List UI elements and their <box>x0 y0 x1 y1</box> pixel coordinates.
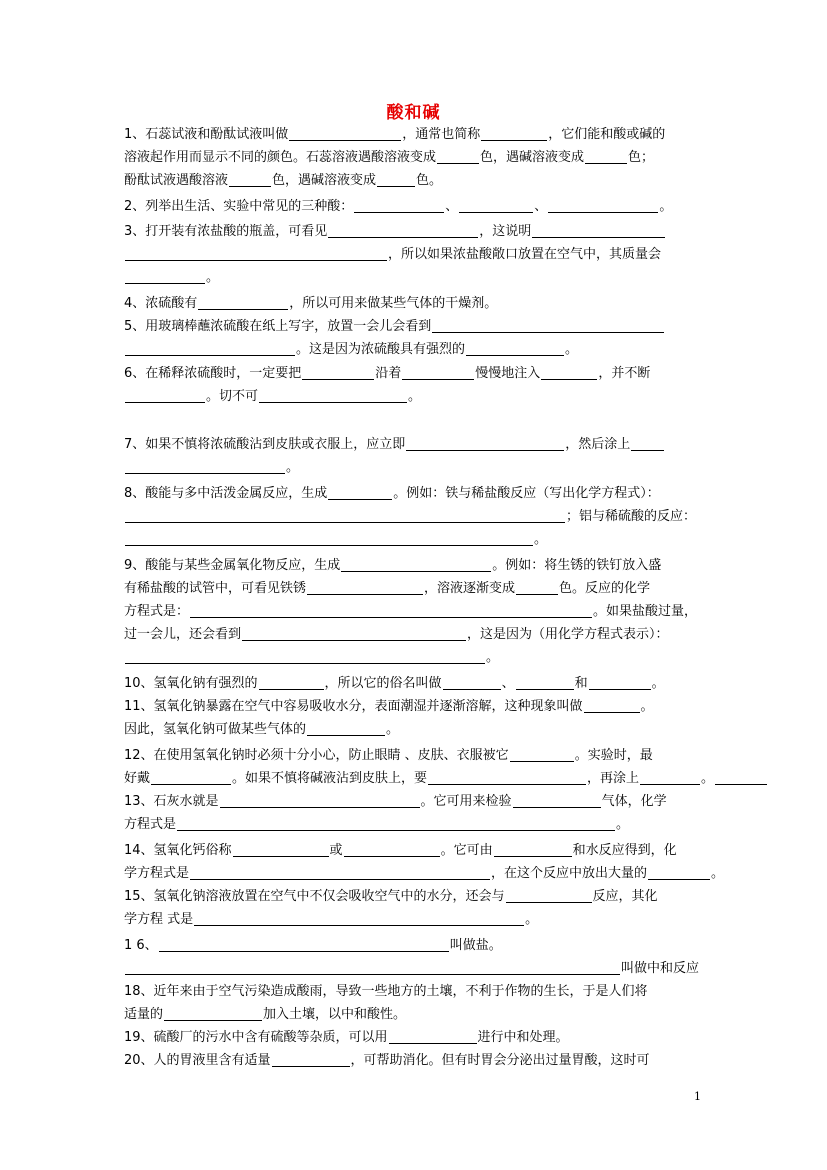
question-line <box>124 124 724 146</box>
question-line <box>124 457 724 479</box>
question-line <box>124 316 724 338</box>
question-text: 加入土壤，以中和酸性。 <box>263 1007 407 1022</box>
answer-blank[interactable] <box>125 401 205 403</box>
question-text: 。 <box>565 342 579 357</box>
question-text: 色。 <box>416 173 443 188</box>
question-text: 19、硫酸厂的污水中含有硫酸等杂质，可以用 <box>124 1030 388 1045</box>
question-text: 8、酸能与多中活泼金属反应，生成 <box>124 486 328 501</box>
question-text: 14、氢氧化钙俗称 <box>124 843 232 858</box>
question-text: ，所以它的俗名叫做 <box>324 676 442 691</box>
question-text: 1、石蕊试液和酚酞试液叫做 <box>124 127 289 142</box>
answer-blank[interactable] <box>125 472 285 474</box>
question-text: 。 <box>408 389 422 404</box>
question-line <box>124 483 724 505</box>
question-line <box>124 434 724 456</box>
question-text: 、 <box>445 199 459 214</box>
question-text: 9、酸能与某些金属氧化物反应，生成 <box>124 558 341 573</box>
answer-blank[interactable] <box>715 783 767 785</box>
answer-blank[interactable] <box>289 139 401 141</box>
question-text: 20、人的胃液里含有适量 <box>124 1053 271 1068</box>
question-text: 。 <box>286 460 300 475</box>
question-text: 13、石灰水就是 <box>124 794 219 809</box>
answer-blank[interactable] <box>631 449 664 451</box>
question-text: 好戴 <box>124 771 151 786</box>
question-text: 方程式是 <box>124 817 177 832</box>
question-text: 。 <box>534 532 548 547</box>
question-text: 。 <box>711 866 725 881</box>
question-line <box>124 886 724 908</box>
question-line <box>124 840 724 862</box>
question-text: 进行中和处理。 <box>477 1030 569 1045</box>
answer-blank[interactable] <box>220 806 420 808</box>
answer-blank[interactable] <box>125 354 295 356</box>
question-text: 。 <box>659 199 673 214</box>
question-text: ，然后涂上 <box>565 437 631 452</box>
question-text: 酚酞试液遇酸溶液 <box>124 173 229 188</box>
question-line <box>124 578 724 600</box>
question-text: 11、氢氧化钠暴露在空气中容易吸收水分，表面潮湿并逐渐溶解，这种现象叫做 <box>124 699 583 714</box>
question-text: ，并不断 <box>598 366 651 381</box>
question-text: 叫做中和反应 <box>621 961 700 976</box>
answer-blank[interactable] <box>328 498 392 500</box>
answer-blank[interactable] <box>516 593 558 595</box>
question-text: 气体，化学 <box>601 794 667 809</box>
question-text: 。 <box>486 650 500 665</box>
question-text: 12、在使用氢氧化钠时必须十分小心，防止眼睛 、皮肤、衣服被它 <box>124 748 509 763</box>
answer-blank[interactable] <box>459 211 533 213</box>
question-text: 15、氢氧化钠溶液放置在空气中不仅会吸收空气中的水分，还会与 <box>124 889 505 904</box>
answer-blank[interactable] <box>494 855 572 857</box>
answer-blank[interactable] <box>259 401 407 403</box>
answer-blank[interactable] <box>272 1065 350 1067</box>
answer-blank[interactable] <box>584 711 640 713</box>
answer-blank[interactable] <box>354 211 444 213</box>
answer-blank[interactable] <box>125 973 620 975</box>
answer-blank[interactable] <box>341 570 491 572</box>
question-text: 。如果盐酸过量， <box>593 604 698 619</box>
question-text: 色； <box>628 150 655 165</box>
question-text: ，所以如果浓盐酸敞口放置在空气中，其质量会 <box>388 247 662 262</box>
question-text: 、 <box>534 199 548 214</box>
question-text: 适量的 <box>124 1007 164 1022</box>
question-line <box>124 529 724 551</box>
question-line <box>124 386 724 408</box>
question-text: 。 <box>616 817 630 832</box>
answer-blank[interactable] <box>406 449 564 451</box>
question-text: 色，遇碱溶液变成 <box>480 150 585 165</box>
answer-blank[interactable] <box>377 185 415 187</box>
answer-blank[interactable] <box>190 878 490 880</box>
question-text: 、 <box>501 676 515 691</box>
answer-blank[interactable] <box>242 639 466 641</box>
question-line <box>124 981 724 1003</box>
question-text: 3、打开装有浓盐酸的瓶盖，可看见 <box>124 224 328 239</box>
page-number: 1 <box>694 1090 701 1103</box>
question-text: ；铝与稀硫酸的反应： <box>566 509 697 524</box>
question-text: 7、如果不慎将浓硫酸沾到皮肤或衣服上，应立即 <box>124 437 406 452</box>
document-title: 酸和碱 <box>386 103 441 123</box>
question-text: 学方程 式是 <box>124 912 194 927</box>
question-text: ，这是因为（用化学方程式表示）： <box>467 627 669 642</box>
question-line <box>124 673 724 695</box>
question-line <box>124 791 724 813</box>
answer-blank[interactable] <box>443 688 501 690</box>
question-text: 有稀盐酸的试管中，可看见铁锈 <box>124 581 307 596</box>
question-text: ，在这个反应中放出大量的 <box>491 866 648 881</box>
answer-blank[interactable] <box>481 139 547 141</box>
question-line <box>124 1050 724 1072</box>
answer-blank[interactable] <box>229 185 271 187</box>
question-text: 慢慢地注入 <box>475 366 541 381</box>
question-line <box>124 1027 724 1049</box>
answer-blank[interactable] <box>302 378 374 380</box>
answer-blank[interactable] <box>190 616 592 618</box>
question-text: 4、浓硫酸有 <box>124 296 198 311</box>
answer-blank[interactable] <box>428 783 586 785</box>
question-text: 。 <box>206 270 220 285</box>
question-line <box>124 909 724 931</box>
answer-blank[interactable] <box>513 806 601 808</box>
question-line <box>124 506 724 528</box>
answer-blank[interactable] <box>125 259 387 261</box>
question-line <box>124 244 724 266</box>
answer-blank[interactable] <box>506 901 592 903</box>
question-text: 1 6、 <box>124 938 158 953</box>
answer-blank[interactable] <box>177 829 615 831</box>
question-line <box>124 1004 724 1026</box>
question-text: 6、在稀释浓硫酸时，一定要把 <box>124 366 302 381</box>
answer-blank[interactable] <box>125 544 533 546</box>
answer-blank[interactable] <box>389 1042 477 1044</box>
question-text: 色。反应的化学 <box>559 581 651 596</box>
question-text: ，所以可用来做某些气体的干燥剂。 <box>289 296 498 311</box>
question-line <box>124 196 724 218</box>
question-text: 18、近年来由于空气污染造成酸雨，导致一些地方的土壤，不利于作物的生长，于是人们将 <box>124 984 648 999</box>
answer-blank[interactable] <box>307 593 423 595</box>
answer-blank[interactable] <box>648 878 710 880</box>
question-line <box>124 719 724 741</box>
question-text: 2、列举出生活、实验中常见的三种酸： <box>124 199 354 214</box>
question-text: 。这是因为浓硫酸具有强烈的 <box>296 342 466 357</box>
answer-blank[interactable] <box>159 950 449 952</box>
answer-blank[interactable] <box>194 924 524 926</box>
answer-blank[interactable] <box>125 521 565 523</box>
answer-blank[interactable] <box>328 236 478 238</box>
question-text: ，它们能和酸或碱的 <box>548 127 666 142</box>
question-text: 因此，氢氧化钠可做某些气体的 <box>124 722 307 737</box>
question-text: 。例如：铁与稀盐酸反应（写出化学方程式）： <box>393 486 660 501</box>
question-text: 。它可用来检验 <box>420 794 512 809</box>
question-line <box>124 696 724 718</box>
answer-blank[interactable] <box>151 783 231 785</box>
question-text: ，可帮助消化。但有时胃会分泌出过量胃酸，这时可 <box>350 1053 650 1068</box>
question-text: ，这说明 <box>479 224 532 239</box>
answer-blank[interactable] <box>532 236 665 238</box>
question-text: 10、氢氧化钠有强烈的 <box>124 676 258 691</box>
question-text: 。如果不慎将碱液沾到皮肤上，要 <box>232 771 428 786</box>
answer-blank[interactable] <box>307 734 385 736</box>
question-text: ，溶液逐渐变成 <box>424 581 516 596</box>
answer-blank[interactable] <box>437 162 479 164</box>
answer-blank[interactable] <box>466 354 564 356</box>
question-text: 5、用玻璃棒蘸浓硫酸在纸上写字，放置一会儿会看到 <box>124 319 432 334</box>
question-line <box>124 814 724 836</box>
question-line <box>124 958 724 980</box>
question-text: 。 <box>651 676 665 691</box>
answer-blank[interactable] <box>516 688 574 690</box>
question-line <box>124 624 724 646</box>
question-text: 。实验时，最 <box>574 748 653 763</box>
question-text: 色，遇碱溶液变成 <box>272 173 377 188</box>
question-text: ，再涂上 <box>587 771 640 786</box>
question-text: 和 <box>574 676 588 691</box>
question-text: 和水反应得到，化 <box>572 843 677 858</box>
answer-blank[interactable] <box>432 331 664 333</box>
question-text: 方程式是： <box>124 604 190 619</box>
answer-blank[interactable] <box>344 855 440 857</box>
question-line <box>124 293 724 315</box>
question-text: 反应，其化 <box>592 889 658 904</box>
question-text: 。 <box>525 912 539 927</box>
answer-blank[interactable] <box>402 378 474 380</box>
question-text: 。例如：将生锈的铁钉放入盛 <box>492 558 662 573</box>
question-text: 沿着 <box>375 366 402 381</box>
answer-blank[interactable] <box>548 211 658 213</box>
answer-blank[interactable] <box>198 308 288 310</box>
answer-blank[interactable] <box>510 760 574 762</box>
question-line <box>124 745 724 767</box>
question-text: 。它可由 <box>440 843 493 858</box>
answer-blank[interactable] <box>233 855 329 857</box>
question-text: 。切不可 <box>206 389 259 404</box>
answer-blank[interactable] <box>541 378 597 380</box>
question-line <box>124 768 724 790</box>
question-line <box>124 147 724 169</box>
answer-blank[interactable] <box>640 783 700 785</box>
question-line <box>124 863 724 885</box>
question-line <box>124 647 724 669</box>
answer-blank[interactable] <box>259 688 324 690</box>
question-text: 过一会儿，还会看到 <box>124 627 242 642</box>
question-line <box>124 555 724 577</box>
answer-blank[interactable] <box>585 162 627 164</box>
question-text: ，通常也简称 <box>402 127 481 142</box>
question-text: 。 <box>386 722 400 737</box>
question-line <box>124 935 724 957</box>
question-line <box>124 267 724 289</box>
question-line <box>124 601 724 623</box>
question-text: 。 <box>640 699 654 714</box>
question-line <box>124 363 724 385</box>
question-line <box>124 339 724 361</box>
answer-blank[interactable] <box>125 282 205 284</box>
answer-blank[interactable] <box>164 1019 262 1021</box>
question-line <box>124 221 724 243</box>
question-text: 学方程式是 <box>124 866 190 881</box>
answer-blank[interactable] <box>125 662 485 664</box>
question-text: 。 <box>701 771 715 786</box>
question-text: 叫做盐。 <box>449 938 502 953</box>
answer-blank[interactable] <box>589 688 651 690</box>
question-text: 溶液起作用而显示不同的颜色。石蕊溶液遇酸溶液变成 <box>124 150 437 165</box>
question-text: 或 <box>329 843 343 858</box>
question-line <box>124 170 724 192</box>
